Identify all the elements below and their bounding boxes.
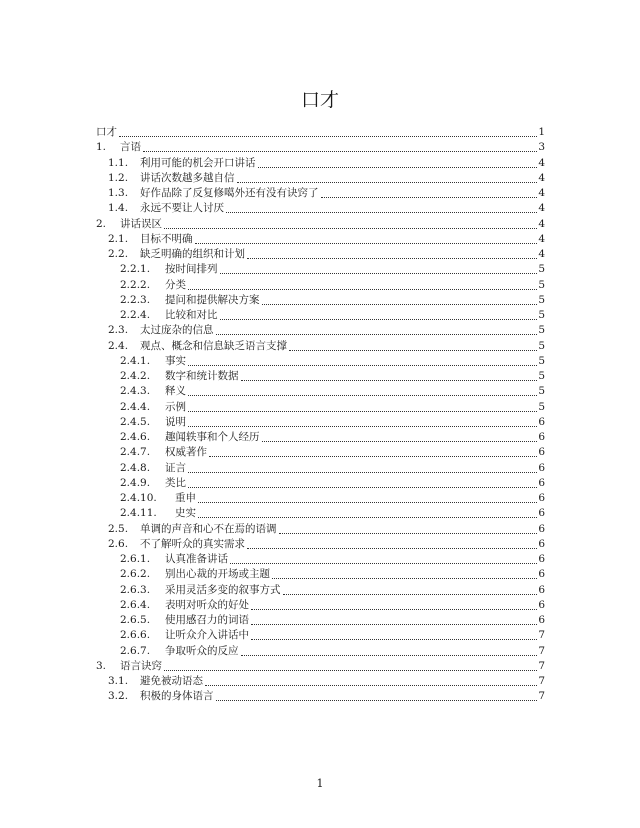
- toc-entry-page: 7: [538, 675, 545, 687]
- toc-entry-title: 别出心裁的开场或主题: [165, 568, 270, 581]
- toc-entry[interactable]: [120, 551, 545, 566]
- toc-entry-number: 1.3.: [108, 187, 129, 199]
- toc-leader-dots: [262, 431, 538, 442]
- toc-entry[interactable]: [108, 155, 545, 170]
- toc-leader-dots: [198, 492, 537, 503]
- toc-entry-page: 5: [538, 293, 545, 306]
- toc-entry-number: 2.4.2.: [120, 370, 151, 382]
- toc-entry-page: 6: [538, 583, 545, 596]
- toc-entry-title: 释义: [165, 385, 186, 398]
- toc-entry-number: 2.6.2.: [120, 568, 151, 581]
- toc-entry-title: 示例: [165, 400, 186, 413]
- toc-entry-title: 表明对听众的好处: [165, 598, 249, 611]
- toc-leader-dots: [272, 568, 537, 579]
- toc-leader-dots: [247, 538, 537, 549]
- toc-entry-number: 2.4.11.: [120, 507, 157, 520]
- toc-entry-number: 2.6.1.: [120, 553, 151, 565]
- toc-entry-title: 单调的声音和心不在焉的语调: [140, 522, 277, 535]
- toc-entry-title: 讲话次数越多越自信: [140, 171, 235, 184]
- toc-leader-dots: [143, 141, 537, 152]
- toc-entry-page: 5: [538, 263, 545, 276]
- toc-leader-dots: [220, 263, 538, 274]
- toc-entry-page: 4: [538, 171, 545, 184]
- toc-entry-title: 使用感召力的词语: [165, 614, 249, 626]
- toc-entry-title: 权威著作: [165, 446, 207, 459]
- toc-leader-dots: [279, 523, 538, 534]
- toc-leader-dots: [216, 690, 538, 701]
- toc-entry-title: 按时间排列: [165, 263, 218, 276]
- toc-entry[interactable]: [96, 216, 545, 231]
- toc-leader-dots: [188, 401, 537, 412]
- toc-entry-page: 6: [538, 431, 545, 443]
- page-number: 1: [316, 777, 324, 790]
- toc-entry-title: 利用可能的机会开口讲话: [140, 156, 256, 169]
- toc-entry-title: 永远不要让人讨厌: [140, 202, 224, 215]
- toc-entry-page: 6: [538, 537, 545, 550]
- toc-leader-dots: [251, 629, 537, 640]
- toc-entry-title: 语言诀窍: [120, 659, 162, 672]
- toc-leader-dots: [188, 416, 537, 427]
- toc-leader-dots: [205, 675, 537, 686]
- toc-entry-title: 史实: [175, 507, 196, 520]
- toc-entry-number: 2.4.5.: [120, 415, 151, 428]
- toc-entry-number: 2.4.: [108, 339, 129, 352]
- toc-entry[interactable]: [120, 429, 545, 444]
- toc-entry-title: 重申: [175, 492, 196, 504]
- toc-entry-number: 2.4.1.: [120, 354, 151, 367]
- toc-entry-page: 3: [538, 141, 545, 154]
- toc-leader-dots: [220, 309, 538, 320]
- toc-entry[interactable]: [120, 353, 545, 368]
- toc-entry-number: 3.2.: [108, 690, 129, 703]
- toc-entry-number: 2.4.4.: [120, 400, 151, 413]
- toc-entry-title: 目标不明确: [140, 232, 193, 245]
- toc-entry-number: 2.6.4.: [120, 598, 151, 611]
- toc-entry-page: 6: [538, 415, 545, 428]
- toc-entry-title: 言语: [120, 141, 141, 154]
- toc-leader-dots: [188, 477, 537, 488]
- toc-entry[interactable]: [120, 383, 545, 398]
- toc-entry-page: 6: [538, 614, 545, 626]
- toc-entry-title: 认真准备讲话: [165, 553, 228, 565]
- toc-entry-page: 4: [538, 202, 545, 215]
- toc-entry-number: 3.: [96, 659, 107, 672]
- toc-entry[interactable]: [120, 566, 545, 581]
- toc-entry-title: 提问和提供解决方案: [165, 293, 260, 306]
- toc-entry[interactable]: [108, 322, 545, 337]
- toc-entry-number: 2.6.3.: [120, 583, 151, 596]
- toc-leader-dots: [188, 355, 537, 366]
- toc-entry-page: 5: [538, 309, 545, 321]
- toc-entry-title: 太过庞杂的信息: [140, 324, 214, 337]
- toc-entry[interactable]: [108, 521, 545, 536]
- toc-entry-page: 7: [538, 629, 545, 642]
- toc-leader-dots: [209, 446, 537, 457]
- toc-entry-title: 让听众介入讲话中: [165, 629, 249, 642]
- toc-entry-page: 5: [538, 339, 545, 352]
- toc-entry-title: 事实: [165, 354, 186, 367]
- toc-entry-page: 5: [538, 400, 545, 413]
- toc-entry[interactable]: [120, 444, 545, 459]
- toc-entry-title: 类比: [165, 476, 186, 489]
- toc-entry[interactable]: [96, 139, 545, 154]
- toc-leader-dots: [247, 248, 537, 259]
- toc-leader-dots: [251, 614, 537, 625]
- toc-entry-page: 5: [538, 324, 545, 337]
- toc-entry-title: 避免被动语态: [140, 675, 203, 687]
- toc-entry-number: 2.6.7.: [120, 644, 151, 657]
- toc-entry-page: 6: [538, 492, 545, 504]
- toc-leader-dots: [119, 126, 537, 137]
- toc-entry-title: 观点、概念和信息缺乏语言支撑: [140, 339, 287, 352]
- toc-leader-dots: [251, 599, 537, 610]
- toc-entry-page: 6: [538, 522, 545, 535]
- toc-entry-number: 1.: [96, 141, 107, 154]
- toc-entry-number: 2.6.5.: [120, 614, 151, 626]
- toc-entry-number: 2.2.: [108, 248, 129, 260]
- toc-entry[interactable]: [108, 200, 545, 215]
- toc-entry-title: 好作品除了反复修噶外还有没有诀窍了: [140, 187, 319, 199]
- toc-entry[interactable]: [120, 490, 545, 505]
- toc-entry[interactable]: [120, 475, 545, 490]
- toc-entry-number: 2.2.1.: [120, 263, 151, 276]
- toc-entry-title: 口才: [96, 126, 117, 138]
- toc-entry-number: 2.2.2.: [120, 278, 151, 291]
- toc-entry-number: 2.6.6.: [120, 629, 151, 642]
- toc-entry-number: 2.4.3.: [120, 385, 151, 398]
- toc-leader-dots: [241, 370, 538, 381]
- toc-leader-dots: [198, 507, 537, 518]
- toc-entry[interactable]: [108, 231, 545, 246]
- toc-leader-dots: [195, 233, 538, 244]
- toc-entry[interactable]: [96, 658, 545, 673]
- toc-entry-page: 4: [538, 187, 545, 199]
- toc-entry-page: 5: [538, 278, 545, 291]
- toc-entry-page: 6: [538, 476, 545, 489]
- toc-entry[interactable]: [108, 246, 545, 261]
- toc-entry[interactable]: [120, 643, 545, 658]
- toc-entry-number: 1.1.: [108, 156, 129, 169]
- toc-entry[interactable]: [96, 124, 545, 139]
- toc-entry-page: 5: [538, 385, 545, 398]
- toc-entry[interactable]: [120, 399, 545, 414]
- toc-entry-page: 6: [538, 507, 545, 520]
- toc-entry-page: 1: [538, 126, 545, 138]
- toc-entry[interactable]: [120, 307, 545, 322]
- toc-entry[interactable]: [120, 277, 545, 292]
- toc-entry[interactable]: [108, 673, 545, 688]
- toc-entry-title: 比较和对比: [165, 309, 218, 321]
- toc-entry[interactable]: [120, 261, 545, 276]
- toc-entry[interactable]: [120, 597, 545, 612]
- toc-entry-number: 2.1.: [108, 232, 129, 245]
- toc-leader-dots: [164, 660, 537, 671]
- toc-entry-number: 2.4.8.: [120, 461, 151, 474]
- toc-entry[interactable]: [120, 368, 545, 383]
- toc-entry-page: 6: [538, 553, 545, 565]
- toc-entry[interactable]: [120, 460, 545, 475]
- toc-entry-title: 数字和统计数据: [165, 370, 239, 382]
- toc-entry[interactable]: [120, 612, 545, 627]
- toc-entry[interactable]: [120, 292, 545, 307]
- toc-entry[interactable]: [108, 688, 545, 703]
- toc-leader-dots: [188, 462, 537, 473]
- toc-entry[interactable]: [108, 338, 545, 353]
- toc-entry-title: 缺乏明确的组织和计划: [140, 248, 245, 260]
- toc-entry-number: 2.4.10.: [120, 492, 157, 504]
- toc-entry-page: 6: [538, 446, 545, 459]
- toc-entry-title: 说明: [165, 415, 186, 428]
- toc-entry-number: 2.4.6.: [120, 431, 151, 443]
- toc-entry-page: 4: [538, 248, 545, 260]
- toc-leader-dots: [262, 294, 538, 305]
- toc-entry-page: 7: [538, 644, 545, 657]
- toc-entry[interactable]: [108, 170, 545, 185]
- toc-entry-page: 6: [538, 461, 545, 474]
- toc-entry-title: 分类: [165, 278, 186, 291]
- toc-leader-dots: [164, 218, 537, 229]
- toc-leader-dots: [258, 157, 538, 168]
- toc-entry-number: 2.5.: [108, 522, 129, 535]
- toc-entry-title: 趣闻轶事和个人经历: [165, 431, 260, 443]
- toc-entry-page: 5: [538, 370, 545, 382]
- toc-entry-number: 2.4.9.: [120, 476, 151, 489]
- toc-entry-number: 2.2.3.: [120, 293, 151, 306]
- toc-entry-number: 1.4.: [108, 202, 129, 215]
- toc-entry-number: 2.4.7.: [120, 446, 151, 459]
- toc-leader-dots: [188, 385, 537, 396]
- toc-entry-page: 6: [538, 568, 545, 581]
- toc-entry-page: 7: [538, 690, 545, 703]
- toc-leader-dots: [241, 645, 538, 656]
- document-title: 口才: [300, 89, 339, 111]
- toc-leader-dots: [321, 187, 538, 198]
- toc-leader-dots: [289, 340, 537, 351]
- toc-entry-page: 7: [538, 659, 545, 672]
- toc-entry-number: 3.1.: [108, 675, 129, 687]
- toc-entry[interactable]: [120, 582, 545, 597]
- toc-entry[interactable]: [108, 536, 545, 551]
- toc-entry-page: 4: [538, 217, 545, 230]
- toc-entry-number: 2.3.: [108, 324, 129, 337]
- toc-entry-page: 5: [538, 354, 545, 367]
- toc-leader-dots: [237, 172, 538, 183]
- toc-entry-number: 2.: [96, 217, 107, 230]
- toc-entry-title: 不了解听众的真实需求: [140, 537, 245, 550]
- toc-entry-number: 2.6.: [108, 537, 129, 550]
- toc-entry-number: 1.2.: [108, 171, 129, 184]
- toc-entry-title: 证言: [165, 461, 186, 474]
- toc-entry-title: 采用灵活多变的叙事方式: [165, 583, 281, 596]
- toc-entry[interactable]: [120, 414, 545, 429]
- toc-entry-page: 4: [538, 156, 545, 169]
- toc-entry[interactable]: [120, 505, 545, 520]
- toc-entry-title: 争取听众的反应: [165, 644, 239, 657]
- toc-leader-dots: [216, 324, 538, 335]
- toc-entry[interactable]: [108, 185, 545, 200]
- toc-entry-page: 6: [538, 598, 545, 611]
- toc-entry-title: 积极的身体语言: [140, 690, 214, 703]
- toc-entry-page: 4: [538, 232, 545, 245]
- toc-leader-dots: [283, 584, 538, 595]
- toc-entry-title: 讲话误区: [120, 217, 162, 230]
- toc-leader-dots: [230, 553, 537, 564]
- toc-leader-dots: [188, 279, 537, 290]
- toc-entry-number: 2.2.4.: [120, 309, 151, 321]
- toc-leader-dots: [226, 202, 537, 213]
- toc-entry[interactable]: [120, 627, 545, 642]
